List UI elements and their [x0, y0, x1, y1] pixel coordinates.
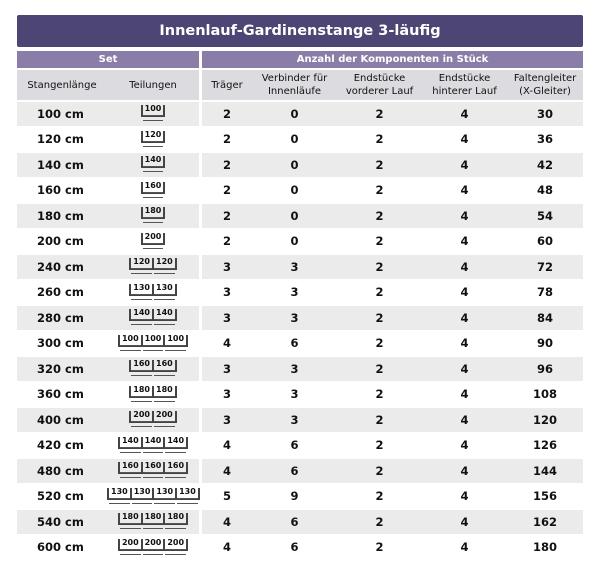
cell-carrier: 3	[202, 383, 252, 407]
cell-end-back: 4	[422, 332, 507, 356]
cell-end-back: 4	[422, 383, 507, 407]
rail-diagram	[141, 155, 166, 175]
cell-divisions	[107, 357, 202, 381]
cell-divisions	[107, 485, 202, 509]
header-group-row	[17, 51, 583, 68]
cell-length: 160 cm	[17, 179, 107, 203]
rail-diagram	[129, 384, 176, 404]
cell-connector: 6	[252, 434, 337, 458]
cell-end-back: 4	[422, 102, 507, 126]
rail-segment: 180	[163, 513, 188, 525]
cell-end-back: 4	[422, 230, 507, 254]
page-title: Innenlauf-Gardinenstange 3-läufig	[17, 15, 583, 47]
cell-connector: 6	[252, 510, 337, 534]
cell-glider: 48	[507, 179, 583, 203]
cell-end-front: 2	[337, 153, 422, 177]
rail-segment: 160	[163, 462, 188, 474]
header-set: Set	[17, 51, 202, 68]
table-container	[17, 15, 583, 561]
table-row	[17, 255, 583, 279]
cell-divisions	[107, 153, 202, 177]
rail-diagram	[141, 180, 166, 200]
rail-segment: 130	[129, 284, 152, 296]
cell-length: 600 cm	[17, 536, 107, 560]
cell-end-back: 4	[422, 510, 507, 534]
cell-glider: 144	[507, 459, 583, 483]
cell-length: 540 cm	[17, 510, 107, 534]
cell-divisions	[107, 408, 202, 432]
cell-connector: 6	[252, 332, 337, 356]
rail-segment: 130	[130, 488, 153, 500]
cell-length: 120 cm	[17, 128, 107, 152]
cell-divisions	[107, 128, 202, 152]
cell-end-back: 4	[422, 536, 507, 560]
rail-diagram	[118, 537, 188, 557]
rail-segment: 140	[141, 156, 166, 168]
cell-glider: 36	[507, 128, 583, 152]
cell-end-front: 2	[337, 179, 422, 203]
rail-segment: 180	[118, 513, 141, 525]
rail-segment: 160	[118, 462, 141, 474]
table-row	[17, 153, 583, 177]
cell-length: 520 cm	[17, 485, 107, 509]
cell-end-front: 2	[337, 102, 422, 126]
cell-glider: 120	[507, 408, 583, 432]
cell-length: 200 cm	[17, 230, 107, 254]
cell-divisions	[107, 383, 202, 407]
cell-glider: 96	[507, 357, 583, 381]
rail-segment: 130	[152, 488, 175, 500]
col-connector: Verbinder für Innenläufe	[252, 70, 337, 100]
cell-glider: 162	[507, 510, 583, 534]
cell-carrier: 2	[202, 230, 252, 254]
cell-carrier: 4	[202, 536, 252, 560]
cell-carrier: 4	[202, 459, 252, 483]
cell-end-back: 4	[422, 255, 507, 279]
rail-segment: 130	[107, 488, 130, 500]
cell-end-front: 2	[337, 332, 422, 356]
cell-connector: 3	[252, 357, 337, 381]
rail-diagram	[129, 257, 176, 277]
cell-length: 420 cm	[17, 434, 107, 458]
rail-diagram	[118, 333, 188, 353]
rail-segment: 200	[163, 539, 188, 551]
cell-length: 240 cm	[17, 255, 107, 279]
cell-carrier: 2	[202, 153, 252, 177]
cell-length: 180 cm	[17, 204, 107, 228]
cell-carrier: 4	[202, 510, 252, 534]
cell-end-back: 4	[422, 306, 507, 330]
cell-end-front: 2	[337, 536, 422, 560]
cell-length: 480 cm	[17, 459, 107, 483]
cell-end-back: 4	[422, 434, 507, 458]
rail-segment: 180	[129, 386, 152, 398]
table-row	[17, 459, 583, 483]
rail-diagram	[141, 104, 166, 124]
col-carrier: Träger	[202, 70, 252, 100]
cell-glider: 72	[507, 255, 583, 279]
rail-segment: 130	[152, 284, 177, 296]
cell-glider: 54	[507, 204, 583, 228]
cell-connector: 3	[252, 255, 337, 279]
table-row	[17, 408, 583, 432]
table-row	[17, 281, 583, 305]
header-components: Anzahl der Komponenten in Stück	[202, 51, 583, 68]
table-row	[17, 332, 583, 356]
rail-segment: 100	[118, 335, 141, 347]
cell-carrier: 4	[202, 332, 252, 356]
rail-diagram	[141, 206, 166, 226]
rail-segment: 120	[141, 131, 166, 143]
rail-diagram	[118, 461, 188, 481]
cell-end-front: 2	[337, 230, 422, 254]
cell-end-back: 4	[422, 408, 507, 432]
cell-glider: 42	[507, 153, 583, 177]
rail-segment: 200	[141, 233, 166, 245]
col-divisions: Teilungen	[107, 70, 202, 100]
cell-connector: 0	[252, 179, 337, 203]
rail-segment: 140	[163, 437, 188, 449]
table-row	[17, 102, 583, 126]
rail-segment: 140	[118, 437, 141, 449]
cell-length: 360 cm	[17, 383, 107, 407]
cell-glider: 156	[507, 485, 583, 509]
cell-end-front: 2	[337, 459, 422, 483]
cell-length: 400 cm	[17, 408, 107, 432]
cell-end-front: 2	[337, 306, 422, 330]
rail-segment: 100	[163, 335, 188, 347]
table-row	[17, 485, 583, 509]
cell-divisions	[107, 179, 202, 203]
cell-connector: 6	[252, 536, 337, 560]
cell-connector: 0	[252, 128, 337, 152]
cell-divisions	[107, 204, 202, 228]
cell-carrier: 3	[202, 306, 252, 330]
cell-carrier: 2	[202, 179, 252, 203]
cell-carrier: 2	[202, 128, 252, 152]
cell-connector: 3	[252, 306, 337, 330]
cell-end-front: 2	[337, 128, 422, 152]
cell-end-front: 2	[337, 485, 422, 509]
cell-glider: 108	[507, 383, 583, 407]
cell-connector: 0	[252, 153, 337, 177]
cell-length: 100 cm	[17, 102, 107, 126]
rail-segment: 120	[129, 258, 152, 270]
cell-end-back: 4	[422, 179, 507, 203]
col-end-back: Endstücke hinterer Lauf	[422, 70, 507, 100]
rail-diagram	[118, 512, 188, 532]
rail-segment: 140	[129, 309, 152, 321]
rail-segment: 120	[152, 258, 177, 270]
col-glider: Faltengleiter (X-Gleiter)	[507, 70, 583, 100]
rail-segment: 100	[141, 105, 166, 117]
cell-length: 260 cm	[17, 281, 107, 305]
table-row	[17, 383, 583, 407]
rail-diagram	[141, 231, 166, 251]
cell-connector: 3	[252, 408, 337, 432]
cell-length: 140 cm	[17, 153, 107, 177]
cell-carrier: 2	[202, 204, 252, 228]
cell-carrier: 4	[202, 434, 252, 458]
cell-connector: 0	[252, 204, 337, 228]
table-row	[17, 230, 583, 254]
rail-diagram	[107, 486, 200, 506]
cell-end-front: 2	[337, 204, 422, 228]
cell-end-back: 4	[422, 153, 507, 177]
cell-end-back: 4	[422, 357, 507, 381]
rail-segment: 130	[175, 488, 200, 500]
cell-glider: 90	[507, 332, 583, 356]
header-columns-row	[17, 70, 583, 100]
cell-connector: 3	[252, 281, 337, 305]
rail-segment: 160	[141, 462, 164, 474]
cell-end-back: 4	[422, 281, 507, 305]
cell-divisions	[107, 536, 202, 560]
rail-segment: 200	[118, 539, 141, 551]
cell-connector: 6	[252, 459, 337, 483]
table-row	[17, 434, 583, 458]
rail-segment: 180	[141, 207, 166, 219]
cell-divisions	[107, 281, 202, 305]
cell-end-back: 4	[422, 204, 507, 228]
cell-end-front: 2	[337, 281, 422, 305]
cell-connector: 0	[252, 230, 337, 254]
table-row	[17, 357, 583, 381]
table-row	[17, 204, 583, 228]
cell-carrier: 2	[202, 102, 252, 126]
rail-diagram	[118, 435, 188, 455]
cell-end-front: 2	[337, 510, 422, 534]
rail-diagram	[129, 410, 176, 430]
cell-glider: 60	[507, 230, 583, 254]
cell-end-front: 2	[337, 255, 422, 279]
cell-end-front: 2	[337, 383, 422, 407]
cell-carrier: 3	[202, 281, 252, 305]
cell-glider: 126	[507, 434, 583, 458]
cell-length: 280 cm	[17, 306, 107, 330]
cell-divisions	[107, 459, 202, 483]
cell-connector: 9	[252, 485, 337, 509]
rail-segment: 200	[152, 411, 177, 423]
rail-diagram	[129, 308, 176, 328]
rail-diagram	[141, 129, 166, 149]
cell-divisions	[107, 230, 202, 254]
rail-segment: 160	[129, 360, 152, 372]
col-end-front: Endstücke vorderer Lauf	[337, 70, 422, 100]
table-row	[17, 510, 583, 534]
rail-segment: 200	[129, 411, 152, 423]
table-row	[17, 536, 583, 560]
rail-segment: 140	[141, 437, 164, 449]
cell-divisions	[107, 332, 202, 356]
cell-carrier: 3	[202, 357, 252, 381]
cell-divisions	[107, 255, 202, 279]
cell-connector: 3	[252, 383, 337, 407]
cell-divisions	[107, 434, 202, 458]
cell-end-front: 2	[337, 357, 422, 381]
rail-segment: 200	[141, 539, 164, 551]
cell-divisions	[107, 102, 202, 126]
col-length: Stangenlänge	[17, 70, 107, 100]
table-row	[17, 179, 583, 203]
cell-carrier: 3	[202, 255, 252, 279]
rail-segment: 160	[141, 182, 166, 194]
cell-glider: 84	[507, 306, 583, 330]
cell-glider: 180	[507, 536, 583, 560]
cell-end-back: 4	[422, 485, 507, 509]
rail-segment: 180	[152, 386, 177, 398]
cell-connector: 0	[252, 102, 337, 126]
table-row	[17, 128, 583, 152]
rail-segment: 180	[141, 513, 164, 525]
rail-segment: 140	[152, 309, 177, 321]
cell-divisions	[107, 306, 202, 330]
cell-carrier: 5	[202, 485, 252, 509]
rail-diagram	[129, 282, 176, 302]
rail-segment: 100	[141, 335, 164, 347]
table-row	[17, 306, 583, 330]
components-table	[17, 49, 583, 561]
cell-glider: 78	[507, 281, 583, 305]
cell-end-front: 2	[337, 408, 422, 432]
cell-glider: 30	[507, 102, 583, 126]
rail-segment: 160	[152, 360, 177, 372]
cell-carrier: 3	[202, 408, 252, 432]
cell-divisions	[107, 510, 202, 534]
cell-end-back: 4	[422, 128, 507, 152]
cell-end-back: 4	[422, 459, 507, 483]
rail-diagram	[129, 359, 176, 379]
cell-length: 320 cm	[17, 357, 107, 381]
cell-length: 300 cm	[17, 332, 107, 356]
cell-end-front: 2	[337, 434, 422, 458]
